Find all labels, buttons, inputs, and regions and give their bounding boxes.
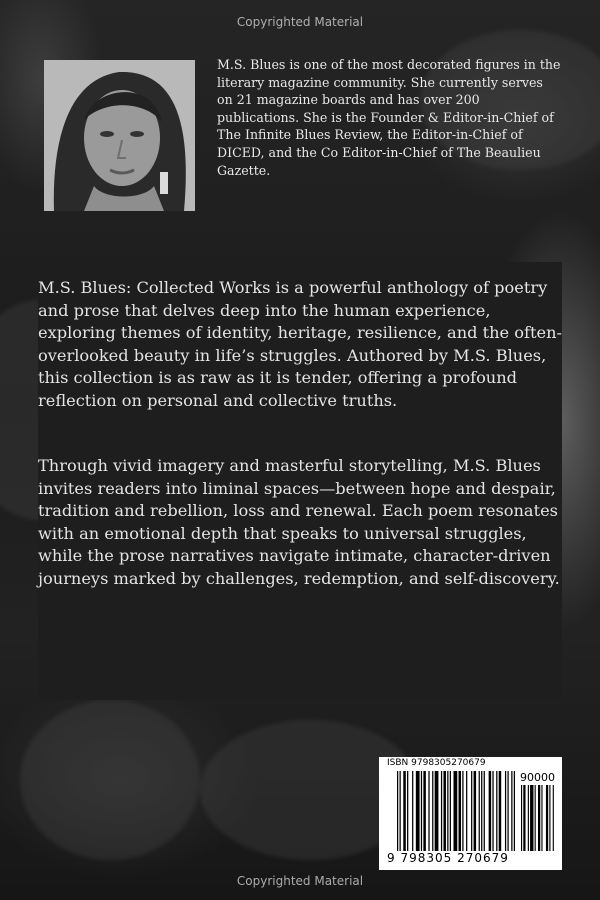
barcode-bar (511, 771, 512, 851)
synopsis-paragraph-1: M.S. Blues: Collected Works is a powerful anthology of poetry and prose that delves deep into the human experience, exploring themes of identity, heritage, resilience, and the often-overlooked beauty in life’s struggles. Authored by M.S. Blues, this collection is as raw as it is tender, offering a profound reflection on personal and collective truths. (38, 278, 562, 410)
barcode-bar (499, 771, 502, 851)
barcode-bar (421, 771, 422, 851)
author-photo (44, 60, 195, 211)
barcode-bar (541, 785, 542, 851)
barcode-bar (535, 785, 536, 851)
watermark-top: Copyrighted Material (236, 15, 364, 29)
barcode-bar (514, 771, 515, 851)
barcode-bar (432, 771, 433, 851)
barcode-bar (462, 771, 463, 851)
synopsis-paragraph-2: Through vivid imagery and masterful storytelling, M.S. Blues invites readers into liminal spaces—between hope and despair, tradition and rebellion, loss and renewal. Each poem resonates with an emotional depth that speaks to universal struggles, while the prose narratives navigate intimate, character-driven journeys marked by challenges, redemption, and self-discovery. (38, 456, 560, 588)
barcode-bar (479, 771, 480, 851)
barcode-addon-bars (521, 785, 555, 851)
synopsis-panel (38, 262, 562, 700)
price-code: 90000 (520, 771, 555, 784)
barcode-bar (505, 771, 506, 851)
barcode-bar (546, 785, 548, 851)
barcode-bar (496, 771, 497, 851)
barcode-bar (397, 771, 398, 851)
barcode-bar (400, 771, 401, 851)
barcode-bar (484, 771, 485, 851)
barcode-bar (443, 771, 446, 851)
barcode-bar (553, 785, 554, 851)
isbn-label: ISBN 9798305270679 (387, 758, 486, 768)
author-portrait-image (44, 60, 195, 211)
barcode-bar (549, 785, 550, 851)
isbn-barcode (379, 757, 562, 870)
barcode-bar (474, 771, 477, 851)
barcode-bar (523, 785, 525, 851)
barcode-bar (407, 771, 408, 851)
barcode-bar (403, 771, 406, 851)
barcode-bar (466, 771, 467, 851)
barcode-bar (538, 785, 540, 851)
barcode-bar (450, 771, 451, 851)
barcode-bar (459, 771, 462, 851)
watermark-bottom: Copyrighted Material (236, 874, 364, 888)
barcode-bars (397, 771, 515, 851)
barcode-bar (489, 771, 492, 851)
barcode-bar (481, 771, 482, 851)
barcode-bar (471, 771, 472, 851)
barcode-bar (447, 771, 448, 851)
barcode-bar (521, 785, 522, 851)
barcode-bar (492, 771, 493, 851)
barcode-bar (412, 771, 413, 851)
barcode-bar (416, 771, 420, 851)
barcode-bar (428, 771, 429, 851)
barcode-bar (441, 771, 442, 851)
barcode-bar (423, 771, 426, 851)
barcode-bar (507, 771, 508, 851)
author-bio: M.S. Blues is one of the most decorated figures in the literary magazine community. She currently serves on 21 magazine boards and has over 200 publications. She is the Founder & Editor-in-Chief of The Infinite Blues Review, the Editor-in-Chief of DICED, and the Co Editor-in-Chief of The Beaulieu Gazette. (217, 57, 561, 178)
barcode-bar (435, 771, 439, 851)
barcode-bar (453, 771, 457, 851)
isbn-digits: 9 798305 270679 (387, 851, 509, 865)
barcode-bar (528, 785, 529, 851)
background-foliage (20, 700, 200, 860)
barcode-bar (530, 785, 533, 851)
